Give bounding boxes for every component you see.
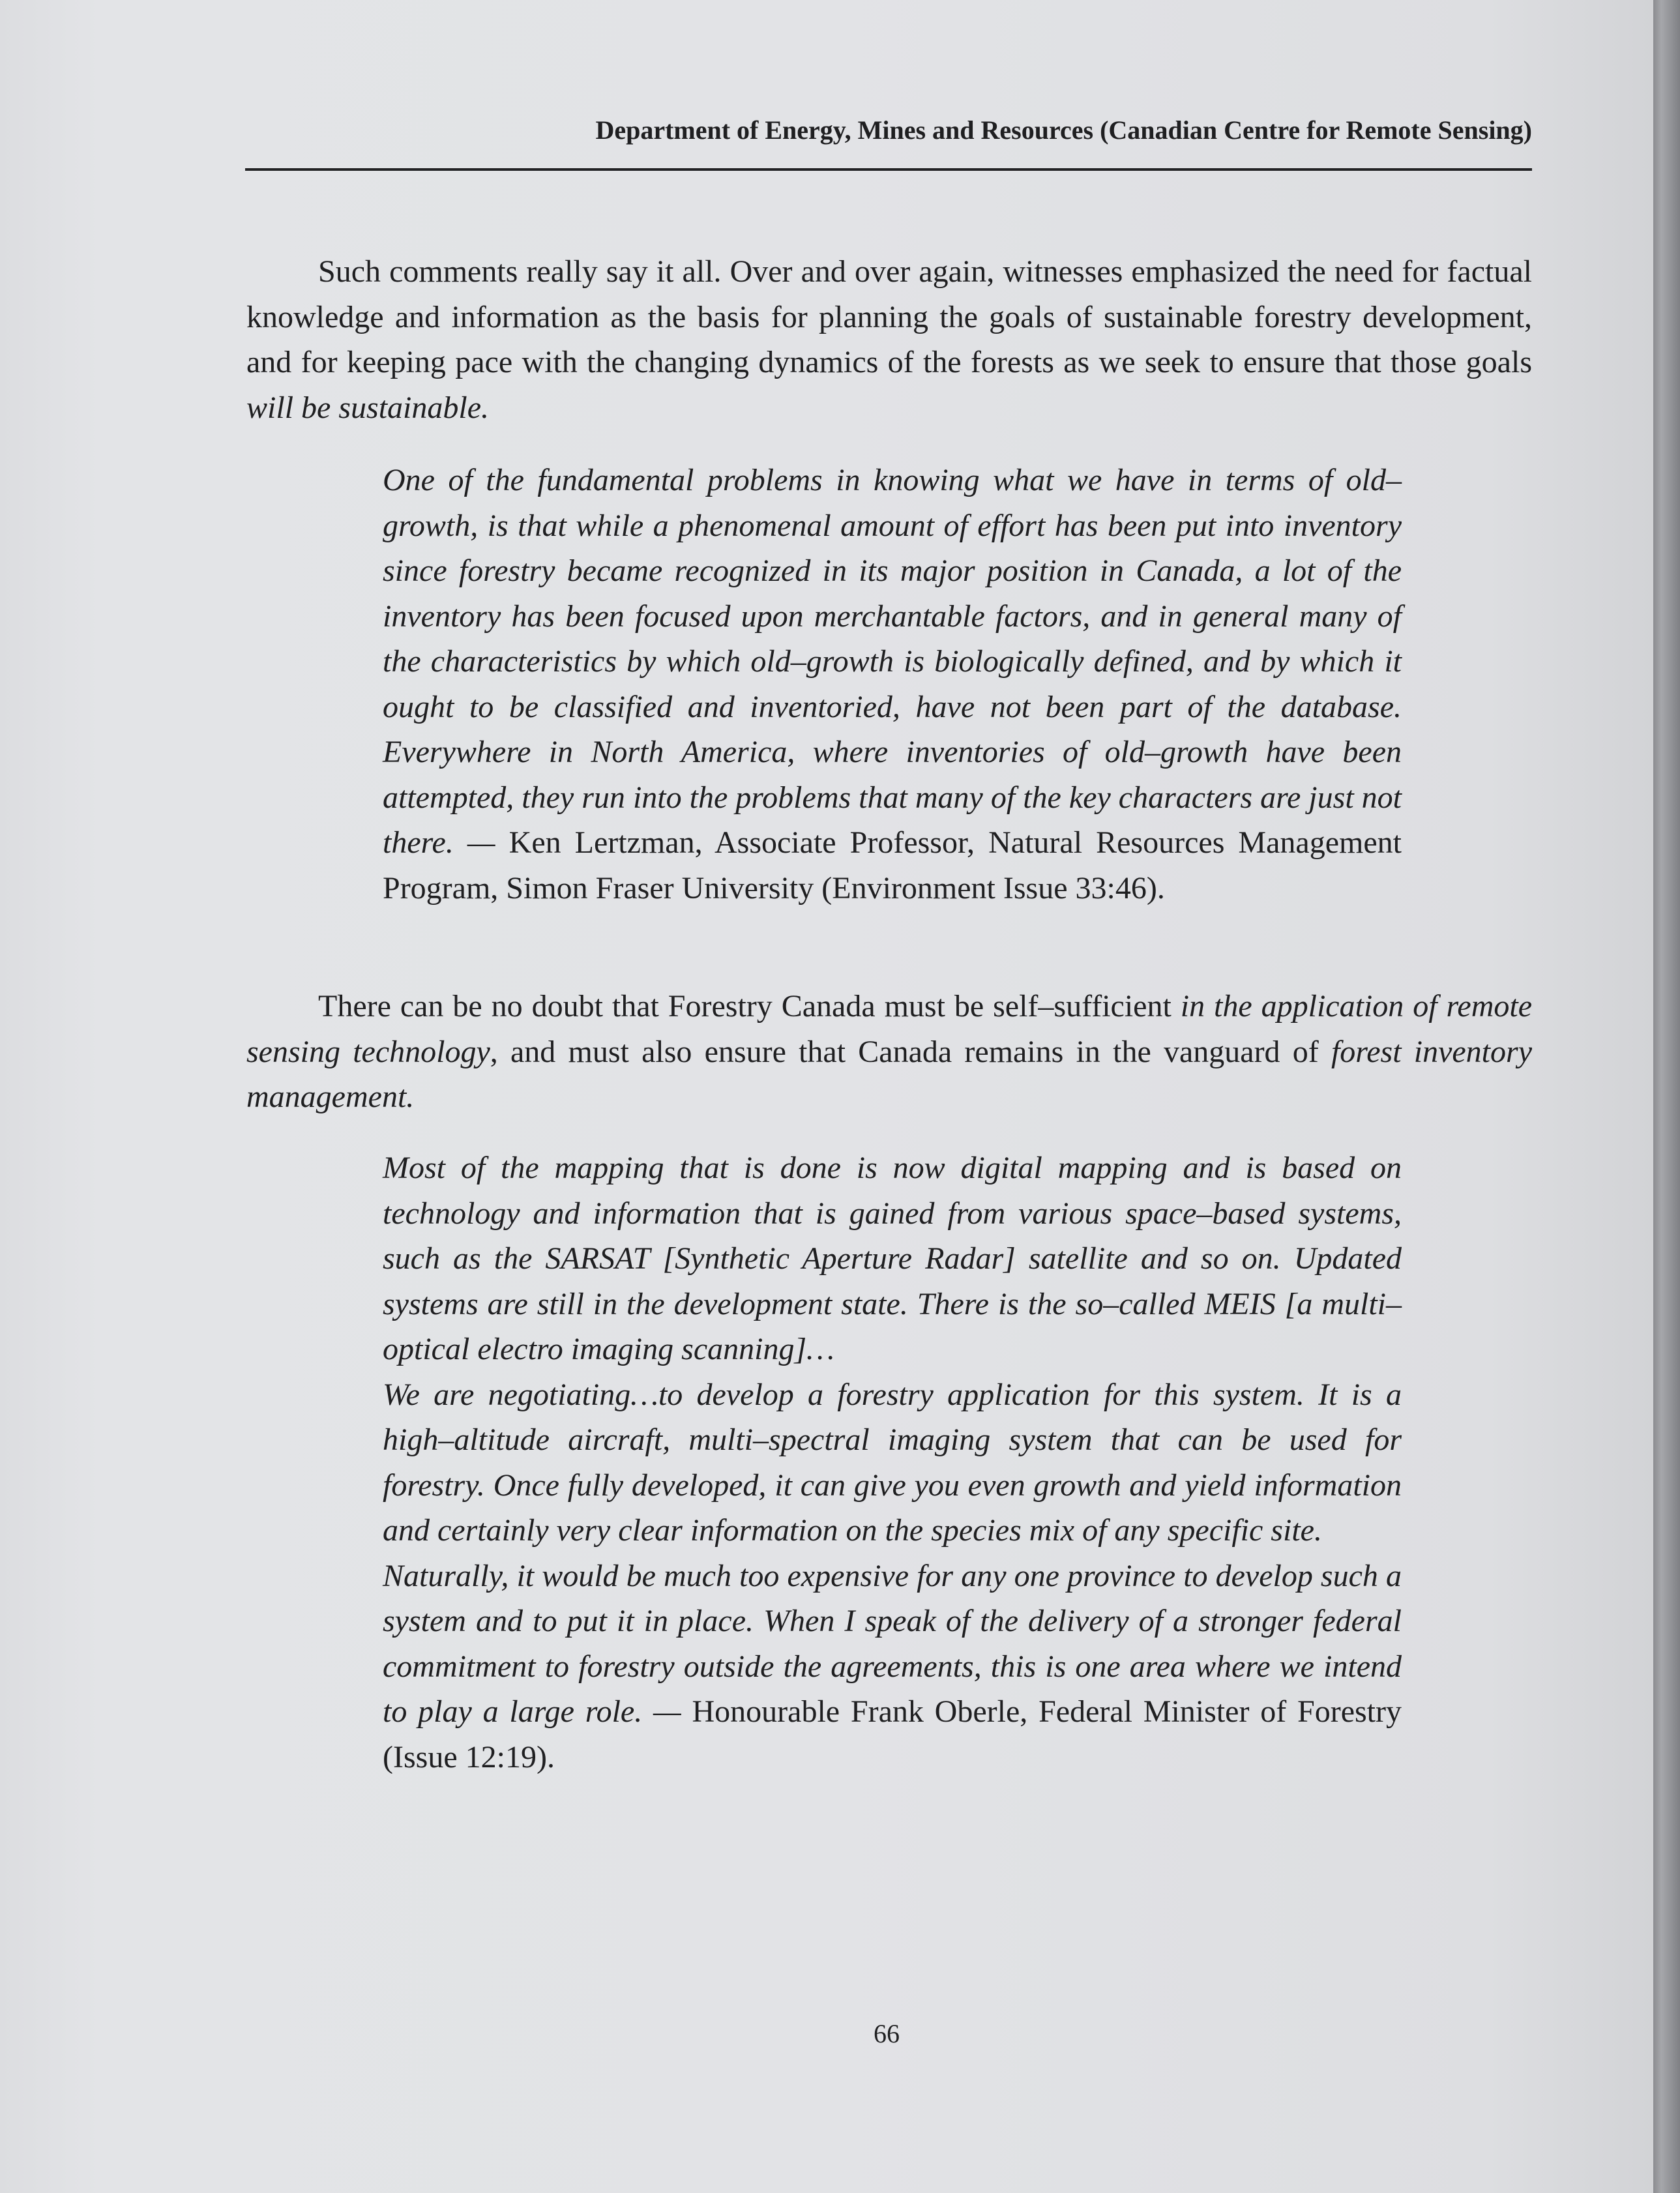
block-quote-lertzman [383,458,1402,911]
body-paragraph-2 [246,984,1532,1120]
quote-2-paragraph-3-body: Naturally, it would be much too expensive for any one province to develop such a system and to put it in place. When I speak of the delivery of a stronger federal commitment to forestry outside the agreements, this is one area where we intend to play a large role. — [383,1558,1402,1729]
paragraph-2-body-a: There can be no doubt that Forestry Canada must be self–sufficient [318,989,1181,1023]
paragraph-2-emphasis-b: forest inventory management. [246,1034,1532,1114]
running-header: Department of Energy, Mines and Resources (Canadian Centre for Remote Sensing) [595,115,1532,145]
header-rule [245,168,1532,171]
quote-1-attribution: Ken Lertzman, Associate Professor, Natural Resources Management Program, Simon Fraser University (Environment Issue 33:46). [383,825,1402,905]
quote-2-paragraph-1: Most of the mapping that is done is now digital mapping and is based on technology and information that is gained from various space–based systems, such as the SARSAT [Synthetic Aperture Radar] satellite and so on. Updated systems are still in the development state. There is the so–called MEIS [a multi–optical electro imaging scanning]… [383,1151,1402,1366]
paragraph-1-emphasis: will be sustainable. [246,390,489,425]
quote-2-paragraph-2: We are negotiating…to develop a forestry application for this system. It is a high–altitude aircraft, multi–spectral imaging system that can be used for forestry. Once fully developed, it can give you even growth and yield information and certainly very clear information on the species mix of any specific site. [383,1377,1402,1548]
paragraph-1-body: Such comments really say it all. Over and over again, witnesses emphasized the need for factual knowledge and information as the basis for planning the goals of sustainable forestry development, and for keeping pace with the changing dynamics of the forests as we seek to ensure that those goals [246,254,1532,379]
paragraph-2-body-b: , and must also ensure that Canada remains in the vanguard of [490,1034,1331,1069]
body-paragraph-1 [246,249,1532,430]
page-number: 66 [874,2019,900,2048]
page-edge-shadow [1653,0,1680,2193]
quote-1-text [383,458,1402,911]
quote-2-paragraph-3 [383,1553,1402,1780]
paragraph-1-text [246,249,1532,430]
block-quote-oberle [383,1145,1402,1780]
quote-1-body: One of the fundamental problems in knowing what we have in terms of old–growth, is that while a phenomenal amount of effort has been put into inventory since forestry became recognized in its major position in Canada, a lot of the inventory has been focused upon merchantable factors, and in general many of the characteristics by which old–growth is biologically defined, and by which it ought to be classified and inventoried, have not been part of the database. Everywhere in North America, where inventories of old–growth have been attempted, they run into the problems that many of the key characters are just not there. — [383,463,1402,860]
paragraph-2-emphasis-a: in the application of remote sensing technology [246,989,1532,1069]
quote-2-attribution: Honourable Frank Oberle, Federal Minister of Forestry (Issue 12:19). [383,1694,1402,1774]
paragraph-2-text [246,984,1532,1120]
